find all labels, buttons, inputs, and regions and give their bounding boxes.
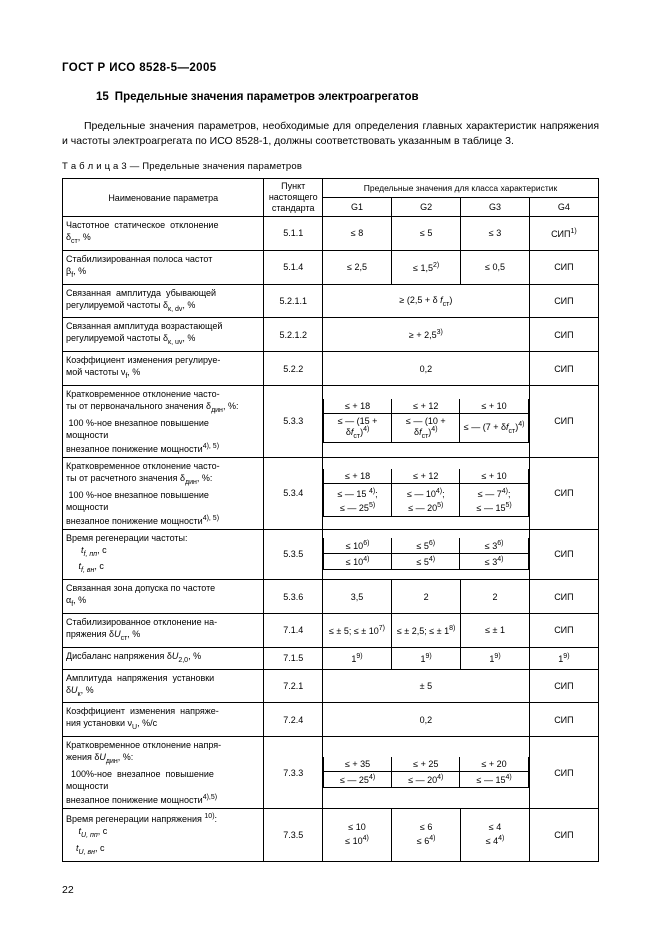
section-number: 15 bbox=[96, 91, 109, 103]
table-header-row-1 bbox=[63, 179, 599, 198]
table-row bbox=[63, 250, 599, 284]
row-value-g1-a: ≤ $10^{6)}$ bbox=[323, 538, 391, 554]
row-value-g2: ≤ $1,5^{2)}$ bbox=[391, 250, 460, 284]
table-row bbox=[63, 703, 599, 737]
row-parameter-name: Время регенерации частоты: $t_{f, пп}$, с $t_{f, вн}$, с bbox=[63, 529, 264, 580]
row-value-g1-a: ≤ + 35 bbox=[323, 757, 391, 772]
row-value-g4: СИП bbox=[529, 703, 598, 737]
table-row bbox=[63, 217, 599, 251]
table-caption: Т а б л и ц а 3 — Предельные значения параметров bbox=[62, 161, 303, 172]
page-header: ГОСТ Р ИСО 8528-5—2005 bbox=[62, 62, 217, 74]
row-value-g2-a: ≤ + 12 bbox=[392, 469, 460, 484]
row-parameter-name: Кратковременное отклонение напря- жения $\delta U_{дин}$, %: 100%-ное внезапное повышение мощности внезапное понижение мощности$^{4),5)}$ bbox=[63, 737, 264, 809]
row-value-g3: ≤ 0,5 bbox=[461, 250, 530, 284]
row-value-split-group bbox=[322, 737, 529, 809]
row-parameter-name: Связанная амплитуда возрастающей регулируемой частоты $\delta_{к, uv}$, % bbox=[63, 318, 264, 352]
row-clause: 7.2.4 bbox=[264, 703, 323, 737]
row-parameter-name: Амплитуда напряжения установки $\delta U_к$, % bbox=[63, 669, 264, 703]
row-value-g2-a: ≤ $5^{6)}$ bbox=[392, 538, 460, 554]
page-number: 22 bbox=[62, 884, 74, 896]
row-parameter-name: Связанная зона допуска по частоте $\alpha_f$, % bbox=[63, 580, 264, 614]
table-row bbox=[63, 385, 599, 457]
row-value-g3-b: ≤ — 15$^{4)}$ bbox=[460, 772, 528, 788]
intro-text: Предельные значения параметров, необходимые для определения главных характеристик напряжения и частоты электроагрегата по ИСО 8528-1, должны соответствовать указанным в таблице 3. bbox=[62, 120, 599, 147]
row-value-g4: СИП bbox=[529, 580, 598, 614]
row-clause: 5.3.3 bbox=[264, 385, 323, 457]
section-title-text: Предельные значения параметров электроагрегатов bbox=[114, 91, 419, 103]
table-row bbox=[63, 647, 599, 669]
row-value-g2: 2 bbox=[391, 580, 460, 614]
header-class-g1: G1 bbox=[322, 198, 391, 217]
header-limits-group: Предельные значения для класса характеристик bbox=[322, 179, 598, 198]
row-clause: 7.3.3 bbox=[264, 737, 323, 809]
row-value-g4: СИП bbox=[529, 318, 598, 352]
row-value-g3-b: ≤ — $7^{4)}$; ≤ — 15$^{5)}$ bbox=[460, 484, 528, 517]
row-value-g2-a: ≤ + 12 bbox=[392, 399, 460, 414]
row-value-g1: 1$^{9)}$ bbox=[322, 647, 391, 669]
row-value-g2-b: ≤ — $10^{4)}$; ≤ — 20$^{5)}$ bbox=[392, 484, 460, 517]
row-clause: 5.2.1.1 bbox=[264, 284, 323, 318]
table-row bbox=[63, 613, 599, 647]
row-value-g1-a: ≤ + 18 bbox=[323, 469, 391, 484]
row-value-g3-b: ≤ $3^{4)}$ bbox=[460, 554, 528, 570]
row-value-span: ≥ + $2,5^{3)}$ bbox=[322, 318, 529, 352]
row-value-g4: СИП bbox=[529, 669, 598, 703]
header-class-g4: G4 bbox=[529, 198, 598, 217]
row-value-split-group bbox=[322, 385, 529, 457]
row-value-g3: ≤ 3 bbox=[461, 217, 530, 251]
row-parameter-name: Коэффициент изменения регулируе- мой частоты $\nu_f$, % bbox=[63, 352, 264, 386]
row-value-g3: ≤ 4 ≤ $4^{4)}$ bbox=[461, 808, 530, 861]
table-row bbox=[63, 457, 599, 529]
table-row bbox=[63, 352, 599, 386]
row-parameter-name: Стабилизированная полоса частот $\beta_f$, % bbox=[63, 250, 264, 284]
row-value-g4: СИП bbox=[529, 457, 598, 529]
row-parameter-name: Стабилизированное отклонение на- пряжения $\delta U_{ст}$, % bbox=[63, 613, 264, 647]
table-row bbox=[63, 529, 599, 580]
row-value-g4: СИП bbox=[529, 284, 598, 318]
row-clause: 5.2.1.2 bbox=[264, 318, 323, 352]
row-value-g1: ≤ 8 bbox=[322, 217, 391, 251]
row-value-g1: ≤ 2,5 bbox=[322, 250, 391, 284]
row-clause: 7.2.1 bbox=[264, 669, 323, 703]
row-parameter-name: Частотное статическое отклонение $\delta_{ст}$, % bbox=[63, 217, 264, 251]
limits-table bbox=[62, 178, 599, 862]
row-value-g1-b: ≤ — $(15 + \delta f_{ст})^{4)}$ bbox=[323, 414, 391, 443]
row-value-g1-b: ≤ — 25$^{4)}$ bbox=[323, 772, 391, 788]
row-clause: 5.3.6 bbox=[264, 580, 323, 614]
table-row bbox=[63, 580, 599, 614]
row-value-g4: СИП bbox=[529, 352, 598, 386]
row-value-g2: 1$^{9)}$ bbox=[391, 647, 460, 669]
row-parameter-name: Кратковременное отклонение часто- ты от первоначального значения $\delta_{дин}$, %: 100 %-ное внезапное повышение мощности внезапное понижение мощности$^{4), 5)}$ bbox=[63, 385, 264, 457]
row-value-g4: СИП bbox=[529, 613, 598, 647]
row-value-g4: СИП$^{1)}$ bbox=[529, 217, 598, 251]
row-value-g4: СИП bbox=[529, 385, 598, 457]
table-row bbox=[63, 808, 599, 861]
row-parameter-name: Связанная амплитуда убывающей регулируемой частоты $\delta_{к, dv}$, % bbox=[63, 284, 264, 318]
row-value-g1-b: ≤ — 15 $^{4)}$; ≤ — 25$^{5)}$ bbox=[323, 484, 391, 517]
row-value-g2-b: ≤ $5^{4)}$ bbox=[392, 554, 460, 570]
row-clause: 7.1.4 bbox=[264, 613, 323, 647]
row-value-g4: СИП bbox=[529, 250, 598, 284]
row-value-g3: ≤ ± 1 bbox=[461, 613, 530, 647]
row-value-g2: ≤ ± 2,5; ≤ ± $1^{8)}$ bbox=[391, 613, 460, 647]
row-value-g2-b: ≤ — $(10 + \delta f_{ст})^{4)}$ bbox=[392, 414, 460, 443]
row-clause: 7.1.5 bbox=[264, 647, 323, 669]
row-value-g1-b: ≤ $10^{4)}$ bbox=[323, 554, 391, 570]
row-value-g3-a: ≤ + 20 bbox=[460, 757, 528, 772]
row-value-g3-a: ≤ $3^{6)}$ bbox=[460, 538, 528, 554]
row-value-g1: 3,5 bbox=[322, 580, 391, 614]
row-clause: 5.1.4 bbox=[264, 250, 323, 284]
row-value-g2: ≤ 6 ≤ $6^{4)}$ bbox=[391, 808, 460, 861]
row-value-split-group bbox=[322, 529, 529, 580]
row-value-g3: 2 bbox=[461, 580, 530, 614]
row-value-g3-a: ≤ + 10 bbox=[460, 469, 528, 484]
row-parameter-name: Кратковременное отклонение часто- ты от расчетного значения $\delta_{дин}$, %: 100 %-ное внезапное повышение мощности внезапное понижение мощности$^{4), 5)}$ bbox=[63, 457, 264, 529]
row-value-g1-a: ≤ + 18 bbox=[323, 399, 391, 414]
row-value-g3: 1$^{9)}$ bbox=[461, 647, 530, 669]
row-clause: 5.3.5 bbox=[264, 529, 323, 580]
row-value-g2: ≤ 5 bbox=[391, 217, 460, 251]
row-value-g3-b: ≤ — $(7 + \delta f_{ст})^{4)}$ bbox=[460, 414, 528, 443]
row-value-span: ≥ (2,5 + δ $f_{ст}$) bbox=[322, 284, 529, 318]
table-row bbox=[63, 737, 599, 809]
row-parameter-name: Дисбаланс напряжения $\delta U_{2,0}$, % bbox=[63, 647, 264, 669]
header-parameter-name: Наименование параметра bbox=[63, 179, 264, 217]
header-class-g2: G2 bbox=[391, 198, 460, 217]
row-value-g4: 1$^{9)}$ bbox=[529, 647, 598, 669]
table-row bbox=[63, 669, 599, 703]
header-class-g3: G3 bbox=[461, 198, 530, 217]
row-value-g1: ≤ 10 ≤ $10^{4)}$ bbox=[322, 808, 391, 861]
row-clause: 7.3.5 bbox=[264, 808, 323, 861]
row-value-span: 0,2 bbox=[322, 703, 529, 737]
section-heading bbox=[96, 91, 419, 103]
row-value-g1: ≤ ± 5; ≤ ± $10^{7)}$ bbox=[322, 613, 391, 647]
intro-paragraph bbox=[62, 119, 599, 149]
table-row bbox=[63, 318, 599, 352]
row-parameter-name: Коэффициент изменения напряже- ния установки $\nu_U$, %/с bbox=[63, 703, 264, 737]
row-clause: 5.1.1 bbox=[264, 217, 323, 251]
row-parameter-name: Время регенерации напряжения $^{10)}$: $t_{U, пп}$, с $t_{U, вн}$, с bbox=[63, 808, 264, 861]
row-value-split-group bbox=[322, 457, 529, 529]
row-clause: 5.2.2 bbox=[264, 352, 323, 386]
row-value-g2-b: ≤ — 20$^{4)}$ bbox=[392, 772, 460, 788]
row-value-g4: СИП bbox=[529, 529, 598, 580]
row-clause: 5.3.4 bbox=[264, 457, 323, 529]
row-value-g4: СИП bbox=[529, 737, 598, 809]
row-value-g2-a: ≤ + 25 bbox=[392, 757, 460, 772]
row-value-span: 0,2 bbox=[322, 352, 529, 386]
table-row bbox=[63, 284, 599, 318]
row-value-g3-a: ≤ + 10 bbox=[460, 399, 528, 414]
row-value-span: ± 5 bbox=[322, 669, 529, 703]
header-clause: Пункт настоящего стандарта bbox=[264, 179, 323, 217]
row-value-g4: СИП bbox=[529, 808, 598, 861]
